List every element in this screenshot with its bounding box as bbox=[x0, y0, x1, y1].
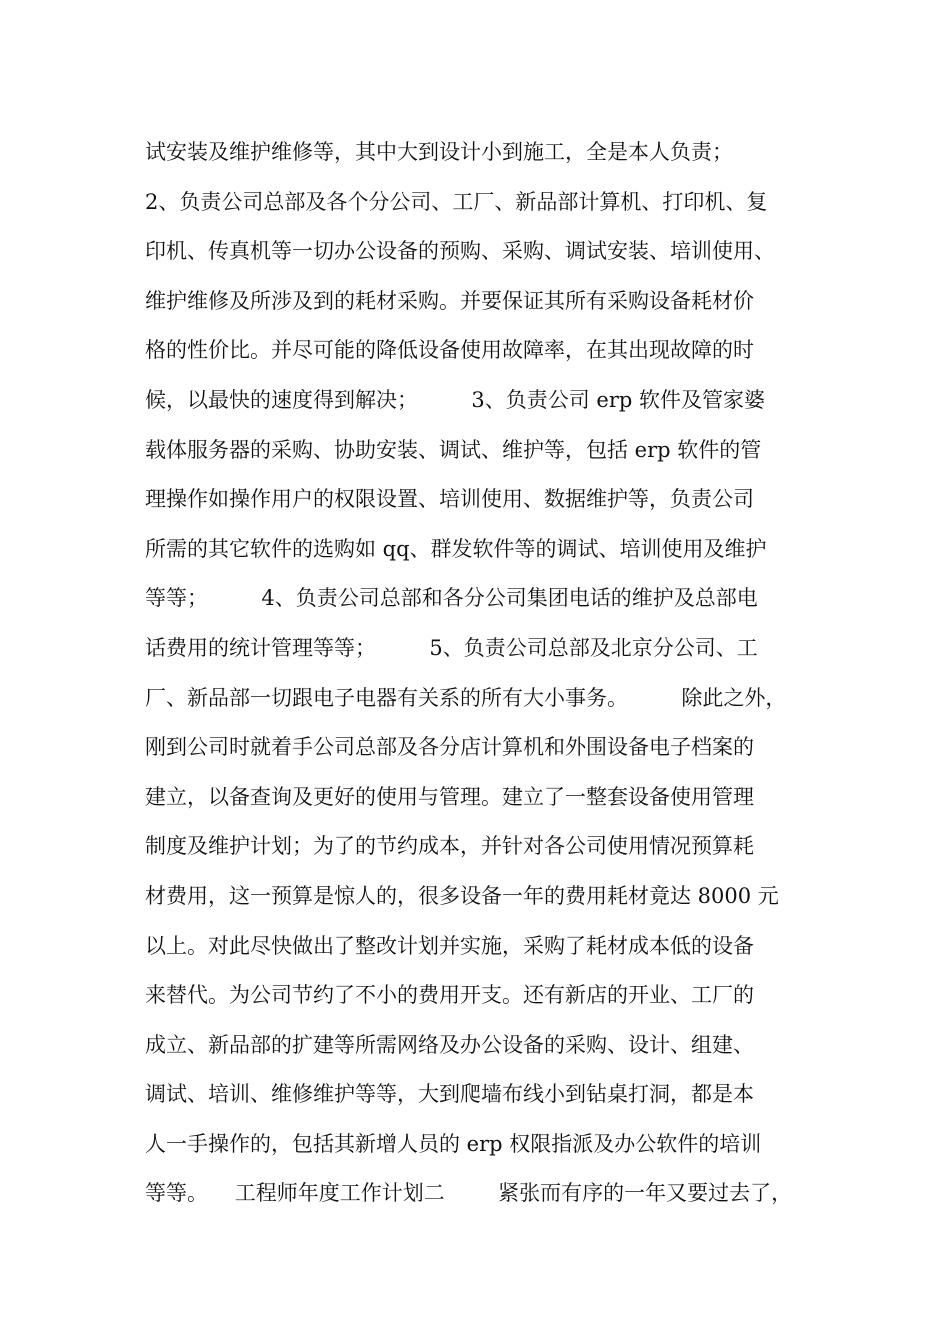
text-line: 建立，以备查询及更好的使用与管理。建立了一整套设备使用管理 bbox=[145, 784, 754, 809]
text-line: 以上。对此尽快做出了整改计划并实施，采购了耗材成本低的设备 bbox=[145, 933, 754, 958]
text-line: 2、负责公司总部及各个分公司、工厂、新品部计算机、打印机、复 bbox=[145, 189, 768, 214]
text-line: 话费用的统计管理等等； 5、负责公司总部及北京分公司、工 bbox=[145, 635, 758, 660]
text-line: 来替代。为公司节约了不小的费用开支。还有新店的开业、工厂的 bbox=[145, 983, 754, 1008]
text-line: 所需的其它软件的选购如 qq、群发软件等的调试、培训使用及维护 bbox=[145, 536, 767, 561]
text-line: 调试、培训、维修维护等等，大到爬墙布线小到钻桌打洞，都是本 bbox=[145, 1082, 754, 1107]
text-line: 材费用，这一预算是惊人的，很多设备一年的费用耗材竟达 8000 元 bbox=[145, 883, 779, 908]
text-line: 候，以最快的速度得到解决； 3、负责公司 erp 软件及管家婆 bbox=[145, 387, 766, 412]
text-line: 制度及维护计划；为了的节约成本，并针对各公司使用情况预算耗 bbox=[145, 834, 754, 859]
text-line: 格的性价比。并尽可能的降低设备使用故障率，在其出现故障的时 bbox=[145, 338, 754, 363]
text-line: 成立、新品部的扩建等所需网络及办公设备的采购、设计、组建、 bbox=[145, 1032, 754, 1057]
text-line: 维护维修及所涉及到的耗材采购。并要保证其所有采购设备耗材价 bbox=[145, 288, 754, 313]
text-line: 人一手操作的，包括其新增人员的 erp 权限指派及办公软件的培训 bbox=[145, 1131, 762, 1156]
text-line: 载体服务器的采购、协助安装、调试、维护等，包括 erp 软件的管 bbox=[145, 437, 762, 462]
text-line: 理操作如操作用户的权限设置、培训使用、数据维护等，负责公司 bbox=[145, 487, 754, 512]
document-body bbox=[145, 128, 845, 1219]
text-line: 等等。 工程师年度工作计划二 紧张而有序的一年又要过去了， bbox=[145, 1181, 793, 1206]
text-line: 刚到公司时就着手公司总部及各分店计算机和外围设备电子档案的 bbox=[145, 735, 754, 760]
text-line: 等等； 4、负责公司总部和各分公司集团电话的维护及总部电 bbox=[145, 586, 758, 611]
text-line: 印机、传真机等一切办公设备的预购、采购、调试安装、培训使用、 bbox=[145, 239, 775, 264]
text-line: 厂、新品部一切跟电子电器有关系的所有大小事务。 除此之外， bbox=[145, 685, 787, 710]
text-line: 试安装及维护维修等，其中大到设计小到施工，全是本人负责； bbox=[145, 140, 733, 164]
